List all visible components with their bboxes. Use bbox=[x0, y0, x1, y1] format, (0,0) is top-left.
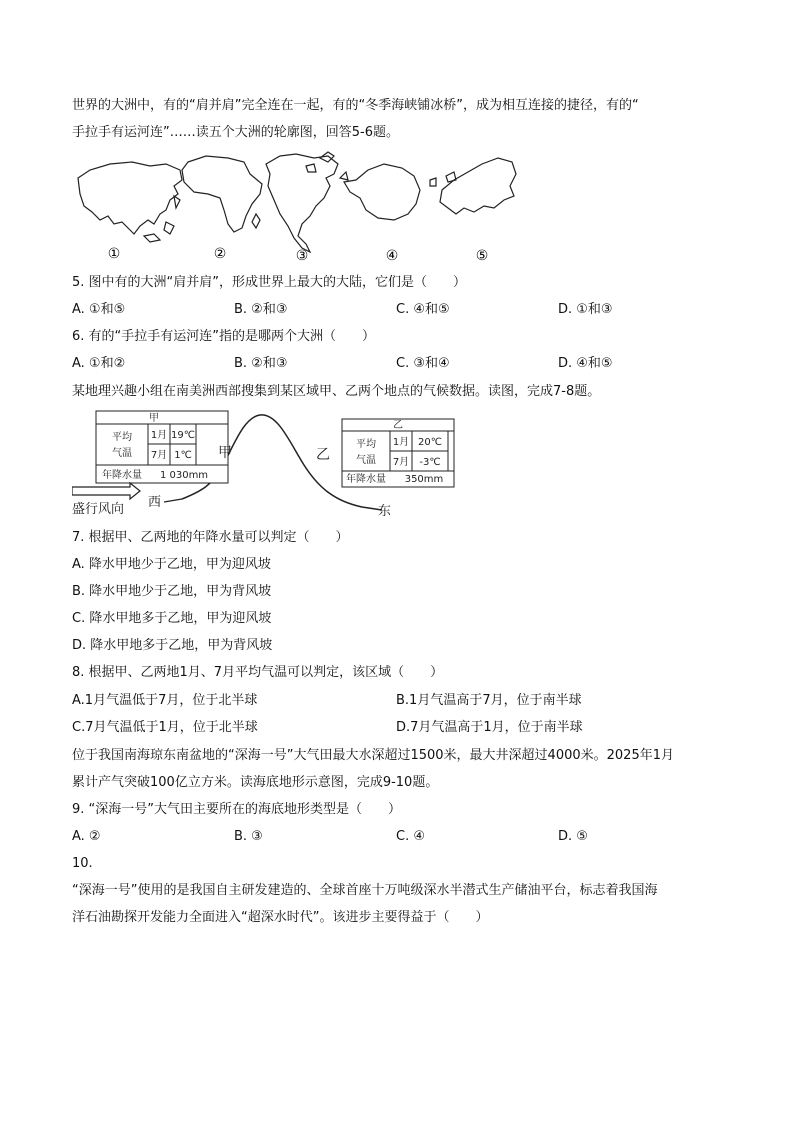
q6-stem: 6. 有的“手拉手有运河连”指的是哪两个大洲（ ） bbox=[72, 329, 376, 344]
climate-figure bbox=[72, 407, 462, 523]
q8-option-c[interactable]: C.7月气温低于1月，位于北半球 bbox=[72, 720, 258, 735]
q5-option-c[interactable]: C. ④和⑤ bbox=[396, 302, 450, 317]
q9-option-a[interactable]: A. ② bbox=[72, 829, 101, 844]
q5-stem: 5. 图中有的大洲“肩并肩”，形成世界上最大的大陆，它们是（ ） bbox=[72, 275, 467, 290]
base-line bbox=[164, 499, 182, 502]
yi-avg-label-2: 气温 bbox=[356, 455, 376, 466]
north-america-outline bbox=[266, 152, 338, 252]
q7-option-c[interactable]: C. 降水甲地多于乙地，甲为迎风坡 bbox=[72, 611, 272, 626]
europe-outline bbox=[430, 158, 516, 214]
q8-stem: 8. 根据甲、乙两地1月、7月平均气温可以判定，该区域（ ） bbox=[72, 665, 444, 680]
intro-2: 某地理兴趣小组在南美洲西部搜集到某区域甲、乙两个地点的气候数据。读图，完成7-8题。 bbox=[72, 384, 601, 399]
west-label: 西 bbox=[148, 495, 162, 510]
q6-option-a[interactable]: A. ①和② bbox=[72, 356, 126, 371]
continent-label-2: ② bbox=[213, 246, 227, 262]
q7-option-a[interactable]: A. 降水甲地少于乙地，甲为迎风坡 bbox=[72, 557, 271, 572]
yi-avg-label-1: 平均 bbox=[356, 439, 376, 450]
q6-option-d[interactable]: D. ④和⑤ bbox=[558, 356, 613, 371]
q5-option-d[interactable]: D. ①和③ bbox=[558, 302, 613, 317]
q7-stem: 7. 根据甲、乙两地的年降水量可以判定（ ） bbox=[72, 530, 349, 545]
yi-jul-temp: -3℃ bbox=[419, 457, 441, 468]
mountain-label-yi: 乙 bbox=[316, 447, 330, 463]
q6-option-b[interactable]: B. ②和③ bbox=[234, 356, 288, 371]
q9-option-d[interactable]: D. ⑤ bbox=[558, 829, 588, 844]
continent-label-3: ③ bbox=[295, 248, 309, 264]
mountain-label-jia: 甲 bbox=[218, 445, 232, 461]
q7-option-d[interactable]: D. 降水甲地多于乙地，甲为背风坡 bbox=[72, 638, 273, 653]
jia-table bbox=[96, 411, 228, 483]
yi-precip-label: 年降水量 bbox=[346, 474, 386, 485]
jia-jul-label: 7月 bbox=[150, 450, 168, 461]
jia-jan-label: 1月 bbox=[150, 430, 168, 441]
continents-figure bbox=[70, 150, 530, 265]
yi-jul-label: 7月 bbox=[392, 457, 410, 468]
jia-table-title: 甲 bbox=[149, 413, 159, 424]
antarctica-outline bbox=[340, 164, 420, 220]
jia-avg-label-2: 气温 bbox=[112, 448, 132, 459]
q8-option-b[interactable]: B.1月气温高于7月，位于南半球 bbox=[396, 693, 582, 708]
east-label: 东 bbox=[378, 504, 392, 519]
q10-number: 10. bbox=[72, 856, 93, 871]
q6-option-c[interactable]: C. ③和④ bbox=[396, 356, 450, 371]
q10-line-2: 洋石油勘探开发能力全面进入“超深水时代”。该进步主要得益于（ ） bbox=[72, 910, 489, 925]
jia-precip-value: 1 030mm bbox=[159, 470, 209, 481]
yi-jan-temp: 20℃ bbox=[418, 437, 442, 448]
yi-table bbox=[342, 419, 454, 487]
q8-option-a[interactable]: A.1月气温低于7月，位于北半球 bbox=[72, 693, 258, 708]
q10-line-1: “深海一号”使用的是我国自主研发建造的、全球首座十万吨级深水半潜式生产储油平台，标志着我国海 bbox=[72, 883, 658, 898]
yi-precip-value: 350mm bbox=[404, 474, 444, 485]
wind-label: 盛行风向 bbox=[72, 502, 125, 517]
q8-option-d[interactable]: D.7月气温高于1月，位于南半球 bbox=[396, 720, 583, 735]
yi-table-title: 乙 bbox=[393, 420, 403, 431]
jia-jan-temp: 19℃ bbox=[171, 430, 195, 441]
africa-outline bbox=[182, 156, 262, 232]
jia-precip-label: 年降水量 bbox=[102, 470, 142, 481]
jia-avg-label-1: 平均 bbox=[112, 432, 132, 443]
q9-option-c[interactable]: C. ④ bbox=[396, 829, 425, 844]
jia-jul-temp: 1℃ bbox=[174, 450, 192, 461]
wind-arrow-icon bbox=[72, 483, 140, 499]
intro-3-line-1: 位于我国南海琼东南盆地的“深海一号”大气田最大水深超过1500米，最大井深超过4000米。2025年1月 bbox=[72, 748, 674, 763]
intro-line-1: 世界的大洲中，有的“肩并肩”完全连在一起，有的“冬季海峡铺冰桥”，成为相互连接的捷径，有的“ bbox=[72, 98, 639, 113]
q9-stem: 9. “深海一号”大气田主要所在的海底地形类型是（ ） bbox=[72, 802, 402, 817]
continent-label-4: ④ bbox=[385, 248, 399, 264]
intro-line-2: 手拉手有运河连”……读五个大洲的轮廓图，回答5-6题。 bbox=[72, 125, 399, 140]
q5-option-b[interactable]: B. ②和③ bbox=[234, 302, 288, 317]
continent-label-1: ① bbox=[107, 246, 121, 262]
yi-jan-label: 1月 bbox=[392, 437, 410, 448]
q9-option-b[interactable]: B. ③ bbox=[234, 829, 263, 844]
asia-outline bbox=[78, 162, 182, 242]
q5-option-a[interactable]: A. ①和⑤ bbox=[72, 302, 126, 317]
intro-3-line-2: 累计产气突破100亿立方米。读海底地形示意图，完成9-10题。 bbox=[72, 775, 439, 790]
continent-label-5: ⑤ bbox=[475, 248, 489, 264]
q7-option-b[interactable]: B. 降水甲地少于乙地，甲为背风坡 bbox=[72, 584, 272, 599]
